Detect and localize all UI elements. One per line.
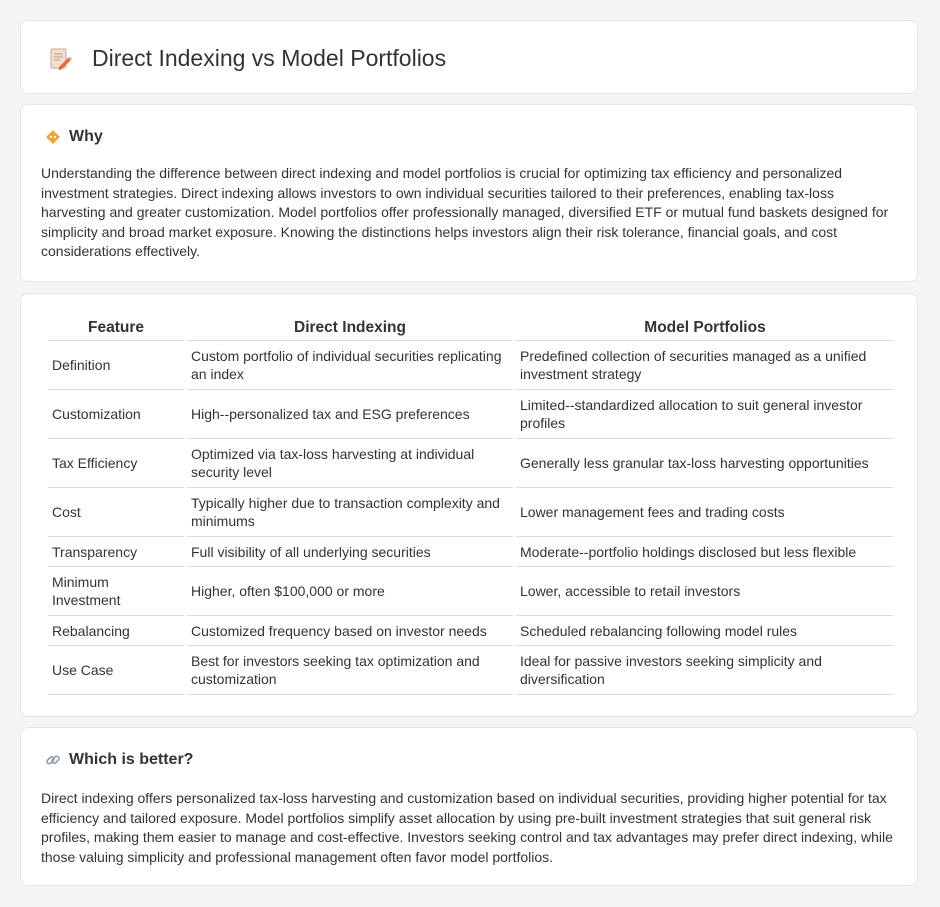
which-is-better-card (20, 727, 918, 886)
model-portfolios-cell: Lower management fees and trading costs (516, 488, 894, 537)
table-row (48, 567, 894, 616)
model-portfolios-cell: Ideal for passive investors seeking simplicity and diversification (516, 646, 894, 695)
why-heading-row (45, 128, 103, 146)
model-portfolios-cell: Lower, accessible to retail investors (516, 567, 894, 616)
table-header-row (48, 318, 894, 341)
feature-cell: Use Case (48, 646, 184, 695)
feature-cell: Tax Efficiency (48, 439, 184, 488)
direct-indexing-cell: Customized frequency based on investor needs (187, 616, 513, 646)
page-title: Direct Indexing vs Model Portfolios (92, 45, 447, 71)
column-header-direct-indexing: Direct Indexing (187, 318, 513, 341)
table-row (48, 537, 894, 567)
title-row (47, 45, 446, 72)
table-row (48, 616, 894, 646)
direct-indexing-cell: Custom portfolio of individual securities replicating an index (187, 341, 513, 390)
table-row (48, 390, 894, 439)
document-pencil-icon (47, 46, 73, 72)
diamond-icon (45, 129, 61, 145)
better-body: Direct indexing offers personalized tax-loss harvesting and customization based on individual securities, providing higher potential for tax efficiency and tailored exposure. Model portfolios simplify asset allocation by using pre-built investment strategies that suit general risk profiles, making them easier to manage and cost-effective. Investors seeking control and tax advantages may prefer direct indexing, while those valuing simplicity and professional management often favor model portfolios. (41, 790, 893, 865)
model-portfolios-cell: Predefined collection of securities managed as a unified investment strategy (516, 341, 894, 390)
feature-cell: Definition (48, 341, 184, 390)
feature-cell: Transparency (48, 537, 184, 567)
direct-indexing-cell: High--personalized tax and ESG preferences (187, 390, 513, 439)
comparison-card (20, 293, 918, 717)
table-row (48, 341, 894, 390)
why-heading: Why (69, 128, 103, 145)
direct-indexing-cell: Best for investors seeking tax optimization and customization (187, 646, 513, 695)
direct-indexing-cell: Higher, often $100,000 or more (187, 567, 513, 616)
table-row (48, 646, 894, 695)
why-card (20, 104, 918, 282)
comparison-table (45, 318, 897, 695)
column-header-feature: Feature (48, 318, 184, 341)
direct-indexing-cell: Optimized via tax-loss harvesting at individual security level (187, 439, 513, 488)
model-portfolios-cell: Limited--standardized allocation to suit general investor profiles (516, 390, 894, 439)
feature-cell: Rebalancing (48, 616, 184, 646)
title-card (20, 20, 918, 94)
better-heading-row (45, 751, 193, 769)
table-row (48, 488, 894, 537)
why-body: Understanding the difference between direct indexing and model portfolios is crucial for optimizing tax efficiency and personalized investment strategies. Direct indexing allows investors to own individual securities tailored to their preferences, enabling tax-loss harvesting and greater customization. Model portfolios offer professionally managed, diversified ETF or mutual fund baskets designed for simplicity and broad market exposure. Knowing the distinctions helps investors align their risk tolerance, financial goals, and cost considerations effectively. (41, 165, 889, 259)
better-heading: Which is better? (69, 751, 194, 768)
model-portfolios-cell: Moderate--portfolio holdings disclosed but less flexible (516, 537, 894, 567)
model-portfolios-cell: Generally less granular tax-loss harvesting opportunities (516, 439, 894, 488)
link-icon (45, 752, 61, 768)
model-portfolios-cell: Scheduled rebalancing following model rules (516, 616, 894, 646)
feature-cell: Cost (48, 488, 184, 537)
direct-indexing-cell: Typically higher due to transaction complexity and minimums (187, 488, 513, 537)
direct-indexing-cell: Full visibility of all underlying securities (187, 537, 513, 567)
feature-cell: Minimum Investment (48, 567, 184, 616)
table-row (48, 439, 894, 488)
column-header-model-portfolios: Model Portfolios (516, 318, 894, 341)
feature-cell: Customization (48, 390, 184, 439)
